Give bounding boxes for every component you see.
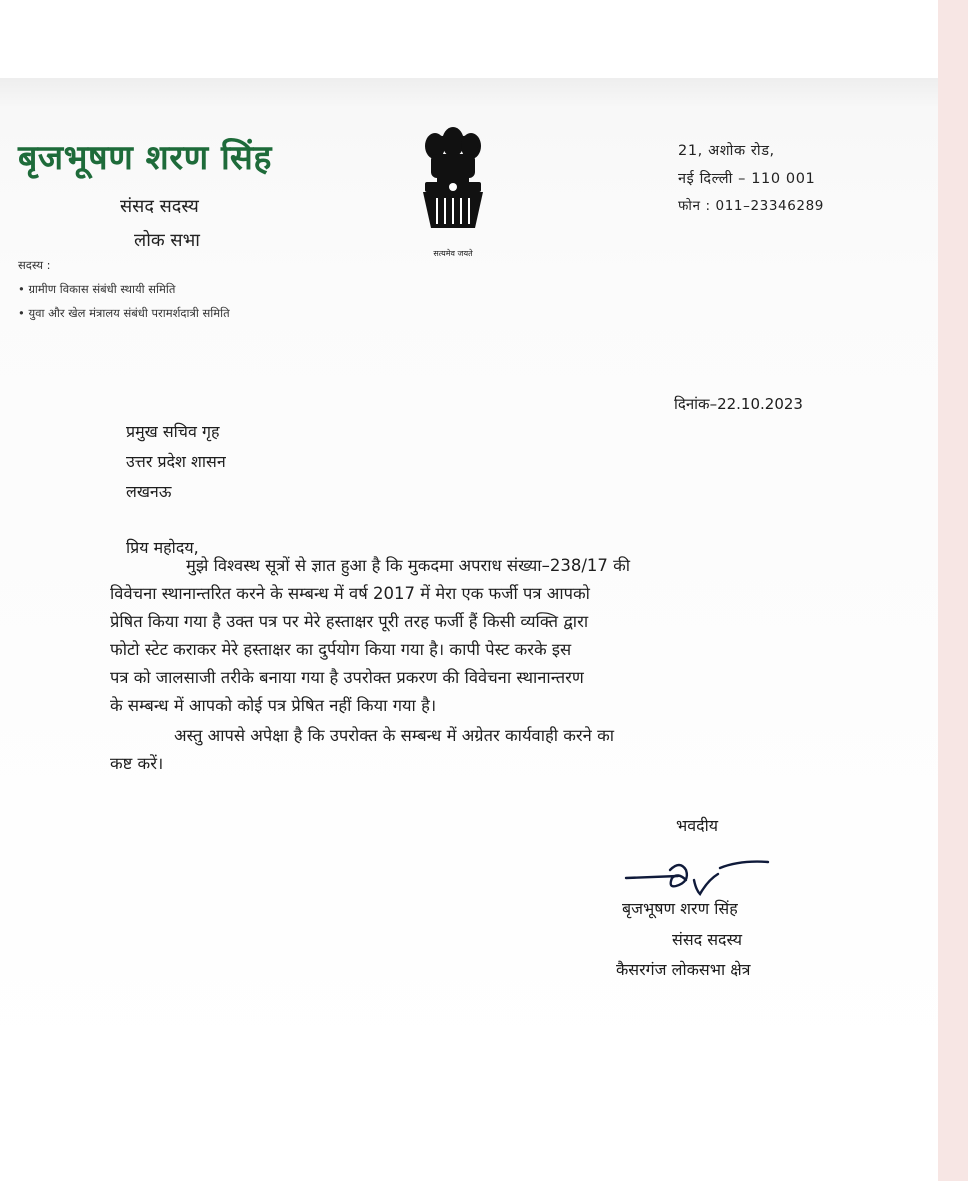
body-line: के सम्बन्ध में आपको कोई पत्र प्रेषित नहीं किया गया है। <box>110 696 437 715</box>
member-label: सदस्य : <box>18 258 51 272</box>
recipient-line: प्रमुख सचिव गृह <box>126 422 220 441</box>
body-line: पत्र को जालसाजी तरीके बनाया गया है उपरोक्त प्रकरण की विवेचना स्थानान्तरण <box>110 668 584 687</box>
salutation: प्रिय महोदय, <box>126 538 199 557</box>
body-line: कष्ट करें। <box>110 754 164 773</box>
signatory-designation: संसद सदस्य <box>672 930 743 949</box>
signatory-name: बृजभूषण शरण सिंह <box>622 899 738 918</box>
national-emblem-icon <box>413 124 493 264</box>
letterhead-name: बृजभूषण शरण सिंह <box>18 138 272 178</box>
body-line: फोटो स्टेट कराकर मेरे हस्ताक्षर का दुर्पयोग किया गया है। कापी पेस्ट करके इस <box>110 640 572 659</box>
closing: भवदीय <box>676 816 719 835</box>
body-line: अस्तु आपसे अपेक्षा है कि उपरोक्त के सम्बन्ध में अग्रेतर कार्यवाही करने का <box>174 726 615 745</box>
emblem-motto: सत्यमेव जयते <box>433 249 473 258</box>
letterhead-designation: संसद सदस्य <box>120 196 199 217</box>
background-edge <box>938 0 968 1181</box>
phone-number: फोन : 011–23346289 <box>678 198 824 214</box>
committee-item: • युवा और खेल मंत्रालय संबंधी परामर्शदात्री समिति <box>18 306 230 320</box>
body-line: विवेचना स्थानान्तरित करने के सम्बन्ध में वर्ष 2017 में मेरा एक फर्जी पत्र आपको <box>110 584 590 603</box>
handwritten-signature <box>622 856 782 902</box>
committee-item: • ग्रामीण विकास संबंधी स्थायी समिति <box>18 282 176 296</box>
body-line: प्रेषित किया गया है उक्त पत्र पर मेरे हस्ताक्षर पूरी तरह फर्जी हैं किसी व्यक्ति द्वारा <box>110 612 589 631</box>
body-line: मुझे विश्वस्थ सूत्रों से ज्ञात हुआ है कि मुकदमा अपराध संख्या–238/17 की <box>186 556 631 575</box>
letter-date: दिनांक–22.10.2023 <box>674 395 803 413</box>
address-line: नई दिल्ली – 110 001 <box>678 171 816 187</box>
recipient-line: उत्तर प्रदेश शासन <box>126 452 226 471</box>
recipient-line: लखनऊ <box>126 482 172 501</box>
letterhead-house: लोक सभा <box>134 230 200 251</box>
signatory-constituency: कैसरगंज लोकसभा क्षेत्र <box>616 960 751 979</box>
address-line: 21, अशोक रोड, <box>678 143 775 159</box>
